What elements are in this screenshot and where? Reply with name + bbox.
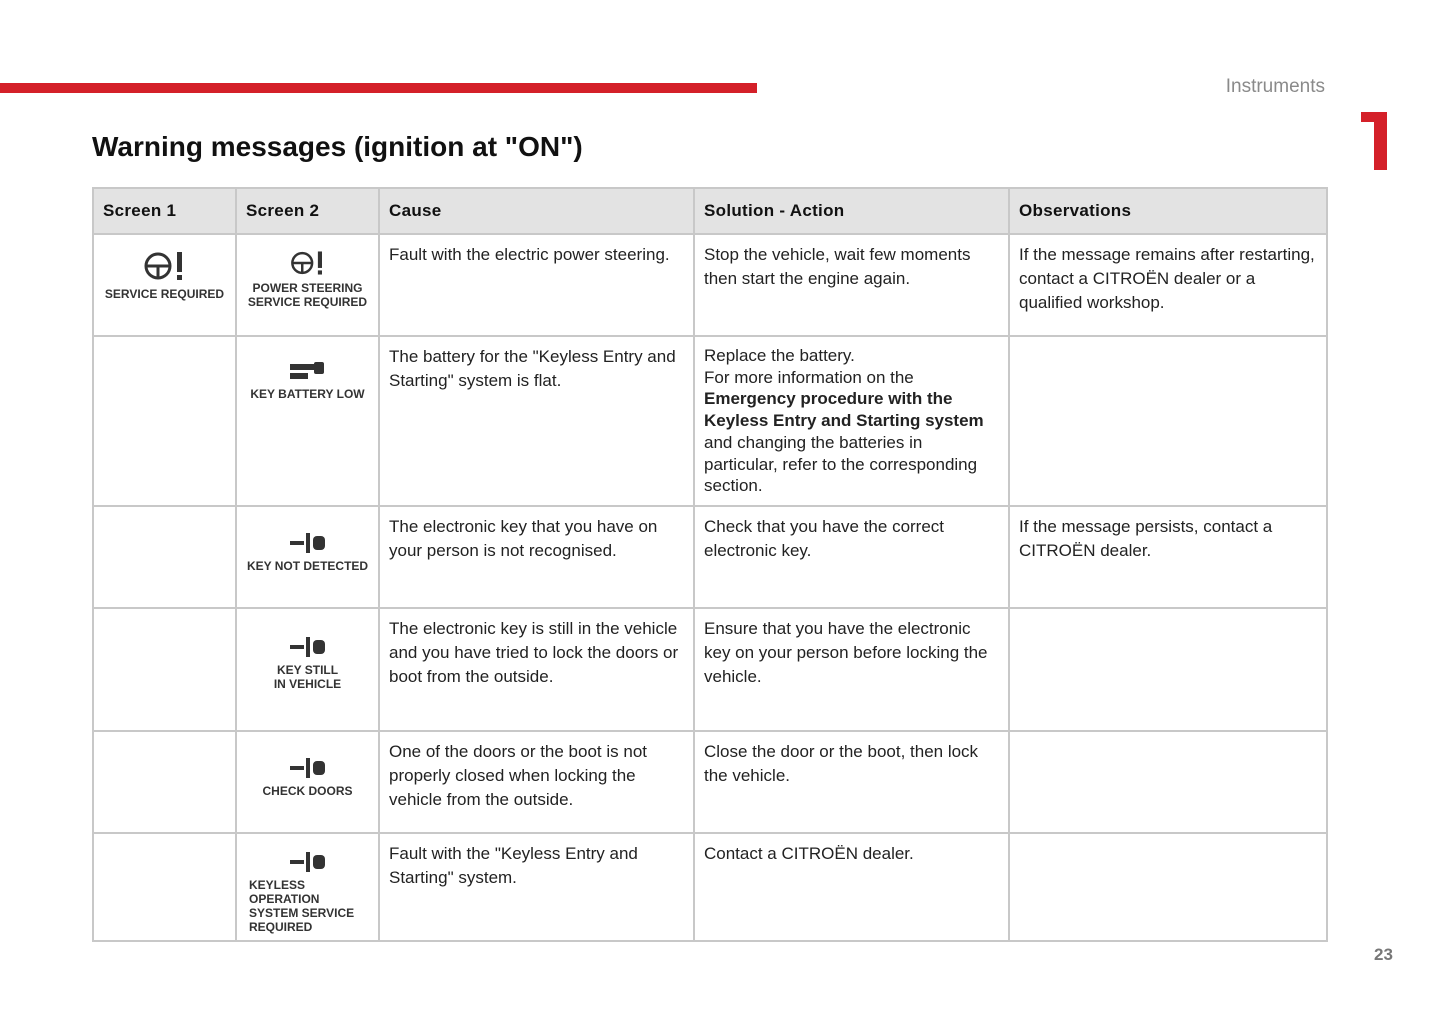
- observations-cell: [1009, 731, 1327, 833]
- screen1-cell: [93, 506, 236, 608]
- screen2-label: CHECK DOORS: [262, 784, 353, 798]
- screen1-cell: [93, 833, 236, 941]
- screen2-cell: [236, 234, 379, 336]
- solution-cell: Close the door or the boot, then lock the vehicle.: [694, 731, 1009, 833]
- screen1-cell: [93, 336, 236, 506]
- screen1-cell: [93, 234, 236, 336]
- table-row: [93, 731, 1327, 833]
- screen1-cell: [93, 608, 236, 731]
- steering-wheel-warning-icon: [98, 249, 231, 283]
- screen2-cell: [236, 336, 379, 506]
- table-row: [93, 336, 1327, 506]
- table-row: [93, 833, 1327, 941]
- screen1-cell: [93, 731, 236, 833]
- solution-text: For more information on the: [704, 367, 914, 387]
- observations-cell: [1009, 833, 1327, 941]
- warning-messages-table: [92, 187, 1328, 942]
- solution-cell: Ensure that you have the electronic key on your person before locking the vehicle.: [694, 608, 1009, 731]
- screen2-cell: [236, 731, 379, 833]
- key-icon: [241, 531, 374, 555]
- screen2-label: KEY STILL: [276, 663, 339, 677]
- screen2-label: SERVICE REQUIRED: [247, 295, 368, 309]
- page-title: Warning messages (ignition at "ON"): [92, 131, 583, 162]
- screen2-cell: [236, 833, 379, 941]
- screen2-cell: [236, 506, 379, 608]
- table-header-row: [93, 188, 1327, 234]
- steering-wheel-warning-icon: [241, 249, 374, 277]
- table-row: [93, 608, 1327, 731]
- solution-reference: Emergency procedure with the Keyless Entry and Starting system: [704, 389, 984, 431]
- key-icon: [241, 756, 374, 780]
- chapter-number: [1361, 112, 1387, 170]
- screen2-cell: [236, 608, 379, 731]
- section-label: Instruments: [1225, 76, 1325, 97]
- column-header: Screen 1: [93, 188, 236, 234]
- column-header: Cause: [379, 188, 694, 234]
- page-number: 23: [1374, 945, 1393, 964]
- solution-cell: Contact a CITROËN dealer.: [694, 833, 1009, 941]
- key-battery-icon: [241, 359, 374, 383]
- screen1-label: SERVICE REQUIRED: [104, 287, 225, 301]
- screen2-label: IN VEHICLE: [273, 677, 342, 691]
- table-row: [93, 234, 1327, 336]
- cause-cell: Fault with the electric power steering.: [379, 234, 694, 336]
- screen2-label: KEYLESS OPERATION: [249, 878, 320, 906]
- solution-cell: Stop the vehicle, wait few moments then start the engine again.: [694, 234, 1009, 336]
- table-row: [93, 506, 1327, 608]
- screen2-label: SYSTEM SERVICE: [249, 906, 355, 920]
- solution-text: Replace the battery.: [704, 346, 855, 365]
- observations-cell: [1009, 336, 1327, 506]
- cause-cell: The electronic key is still in the vehicle and you have tried to lock the doors or boot from the outside.: [379, 608, 694, 731]
- screen2-label: KEY NOT DETECTED: [246, 559, 369, 573]
- solution-cell: [694, 336, 1009, 506]
- observations-cell: If the message persists, contact a CITROËN dealer.: [1009, 506, 1327, 608]
- column-header: Observations: [1009, 188, 1327, 234]
- screen2-label: POWER STEERING: [252, 281, 363, 295]
- screen2-label: REQUIRED: [249, 920, 313, 934]
- accent-bar: [0, 83, 757, 93]
- cause-cell: The electronic key that you have on your person is not recognised.: [379, 506, 694, 608]
- cause-cell: Fault with the "Keyless Entry and Starting" system.: [379, 833, 694, 941]
- solution-cell: Check that you have the correct electronic key.: [694, 506, 1009, 608]
- cause-cell: One of the doors or the boot is not properly closed when locking the vehicle from the outside.: [379, 731, 694, 833]
- key-icon: [241, 850, 374, 874]
- cause-cell: The battery for the "Keyless Entry and Starting" system is flat.: [379, 336, 694, 506]
- observations-cell: If the message remains after restarting, contact a CITROËN dealer or a qualified workshop.: [1009, 234, 1327, 336]
- screen2-label: KEY BATTERY LOW: [250, 387, 365, 401]
- column-header: Screen 2: [236, 188, 379, 234]
- observations-cell: [1009, 608, 1327, 731]
- column-header: Solution - Action: [694, 188, 1009, 234]
- solution-text: and changing the batteries in particular, refer to the corresponding section.: [704, 432, 978, 496]
- key-icon: [241, 635, 374, 659]
